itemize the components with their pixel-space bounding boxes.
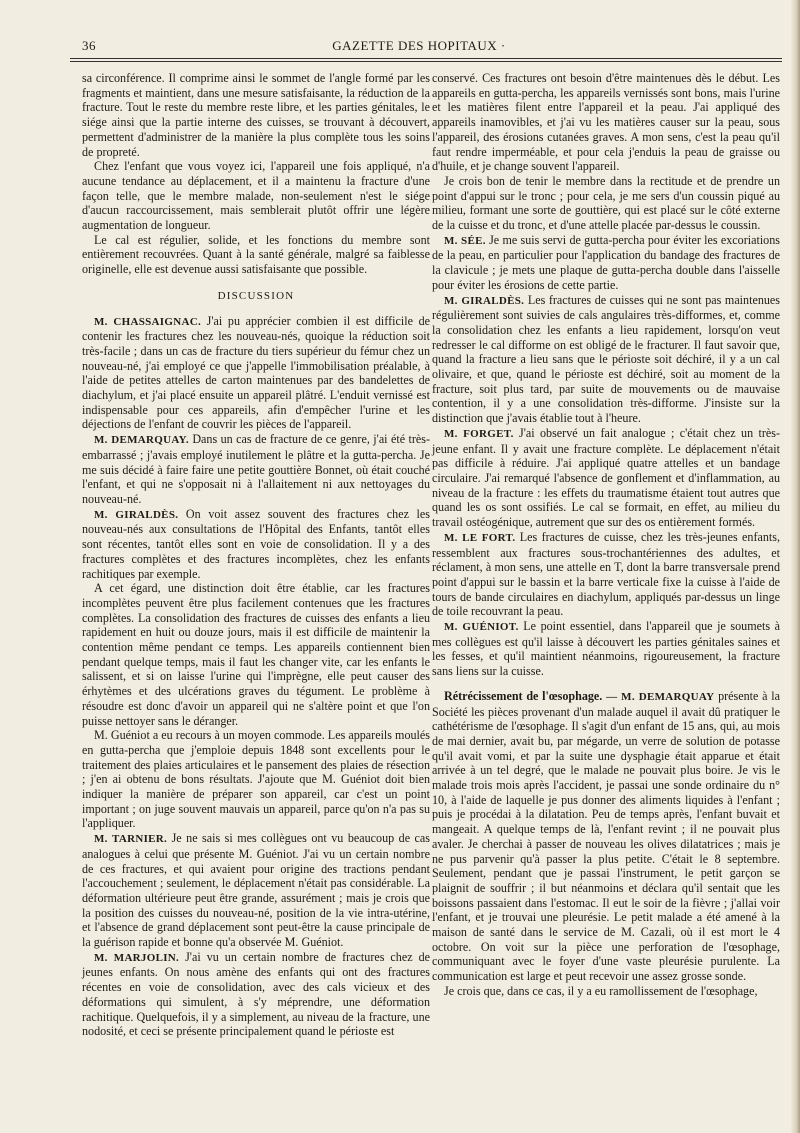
left-column	[82, 71, 430, 1039]
paragraph: Le cal est régulier, solide, et les fonctions du membre sont entièrement recouvrées. Quant à la santé générale, malgré sa faiblesse originelle, elle est devenue aussi satisfaisante que possible.	[82, 232, 430, 277]
speaker-paragraph	[432, 619, 780, 679]
speaker-paragraph	[432, 233, 780, 293]
paragraph: Je crois bon de tenir le membre dans la rectitude et de prendre un point d'appui sur le tronc ; pour cela, je me sers d'un coussin piqué au milieu, formant une sorte de gouttière, qui est placé sur le côté externe de la cuisse et du tronc, et d'une attelle placée par-dessus le coussin.	[432, 173, 780, 233]
speaker-paragraph	[82, 507, 430, 582]
paragraph-text: Je ne sais si mes collègues ont vu beaucoup de cas analogues à celui que présente M. Guéniot. J'ai vu un certain nombre de ces fractures, et qui avaient pour origine des tractions pendant l'accouchement ; seulement, le déplacement n'était pas considérable. La déformation ultérieure peut être grande, assurément ; mais je crois que la position des cuisses du nouveau-né, position de la vie intra-utérine, et l'absence de grand déplacement sont peut-être la cause principale de la guérison rapide et bonne qu'a observée M. Guéniot.	[82, 831, 430, 950]
header-rule-thin	[70, 61, 782, 62]
page-number: 36	[82, 38, 96, 53]
paragraph-text: J'ai pu apprécier combien il est difficile de contenir les fractures chez les nouveau-nés, quoique la réduction soit très-facile ; dans un cas de fracture du tiers supérieur du fémur chez un nouveau-né, j'ai employé ce que j'appelle l'immobilisation préalable, à l'aide de petites attelles de carton maintenues par des bandelettes de diachylum, et j'ai placé ensuite un appareil plâtré. L'enduit vernissé est indispensable pour ces appareils, afin d'empêcher l'urine et les déjections de l'enfant de couvrir les pièces de l'appareil.	[82, 313, 430, 432]
paragraph: Je crois que, dans ce cas, il y a eu ramollissement de l'œsophage,	[444, 983, 758, 998]
paragraph: M. Guéniot a eu recours à un moyen commode. Les appareils moulés en gutta-percha que j'emploie depuis 1848 sont excellents pour le traitement des plaies articulaires et le pansement des plaies de résection ; j'en ai obtenu de bons résultats. J'ajoute que M. Guéniot doit bien indiquer la manière de préparer son appareil, car c'est un point important ; on juge souvent mauvais un appareil, parce qu'on n'a pas su l'appliquer.	[82, 728, 430, 831]
right-column	[432, 71, 780, 999]
speaker-name: M. GUÉNIOT.	[444, 621, 519, 634]
journal-title: GAZETTE DES HOPITAUX ·	[332, 38, 506, 53]
runin-heading: Rétrécissement de l'œsophage.	[444, 688, 603, 703]
speaker-paragraph	[432, 530, 780, 619]
speaker-paragraph	[432, 293, 780, 426]
paragraph-text: présente à la Société les pièces provenant d'un malade auquel il avait dû pratiquer le cathétérisme de l'œsophage. Il s'agit d'un enfant de 15 ans, qui, au mois de mai dernier, avait bu, par mégarde, un verre de solution de potasse qu'il avait vomi, et par la suite une dysphagie était apparue et était arrivée à un tel degré, que le malade ne pouvait plus boire. Je vis le malade trois mois après l'accident, je passai une sonde ordinaire du n° 10, à l'aide de laquelle je pus donner des aliments liquides à l'enfant ; puis je procédai à la dilatation. Peu de temps après, l'enfant buvait et mangeait. A quelque temps de là, l'enfant revint ; il ne pouvait plus avaler. Je cherchai à passer de nouveau les olives dilatatrices ; mais je ne pus parvenir qu'à passer la plus petite. C'était le 8 septembre. Seulement, pendant que je passai l'instrument, le petit garçon se plaignit de souffrir ; il but néanmoins et déclara qu'il sentait que les boissons passaient dans l'estomac. Il eut le soir de la fièvre ; j'allai voir l'enfant, et je trouvai une pleurésie. Le petit malade a été amené à la maison de santé dans le service de M. Cazali, où il est mort le 4 octobre. On voit sur la pièce une perforation de l'œsophage, communiquant avec le foyer d'une vaste pleurésie purulente. La communication est large et peut recevoir une assez grosse sonde.	[432, 688, 780, 984]
speaker-name: M. LE FORT.	[444, 531, 516, 544]
section-runin-paragraph	[432, 689, 780, 984]
speaker-name: M. GIRALDÈS.	[444, 294, 525, 307]
paragraph-text: Les fractures de cuisse, chez les très-jeunes enfants, ressemblent aux fractures sous-trochantériennes des adultes, et réclament, à mon sens, une attelle en T, dont la barre transversale prend point d'appui sur le bassin et la barre verticale fixe la cuisse à l'aide de tours de bande circulaires en diachylum, appliqués par-dessus un linge de toile recouvrant la peau.	[432, 529, 780, 619]
speaker-paragraph	[82, 831, 430, 950]
speaker-name: M. TARNIER.	[94, 833, 168, 846]
speaker-name: M. GIRALDÈS.	[94, 508, 179, 521]
paragraph-text: J'ai vu un certain nombre de fractures chez de jeunes enfants. On nous amène des enfants qui ont des fractures récentes en voie de consolidation, avec des cals vicieux et des déformations qui simulent, à s'y méprendre, une déformation rachitique. Quelquefois, il y a simplement, au niveau de la fracture, une nodosité, et ceci se présente principalement quand le périoste est	[82, 949, 430, 1039]
speaker-name: M. SÉE.	[444, 234, 486, 247]
speaker-name: M. CHASSAIGNAC.	[94, 315, 202, 328]
paragraph: conservé. Ces fractures ont besoin d'être maintenues dès le début. Les appareils en gutta-percha, les appareils vernissés sont bons, mais l'urine et les matières filent entre l'appareil et la peau. J'ai appliqué des appareils inamovibles, et j'ai vu les matières causer sur la peau, sous l'appareil, des érosions cutanées graves. A mon sens, c'est la peau qu'il faut rendre imperméable, et pour cela j'enduis la peau de graisse ou d'huile, et je change souvent l'appareil.	[432, 71, 780, 174]
paragraph-text: Le point essentiel, dans l'appareil que je soumets à mes collègues est qu'il laisse à découvert les parties génitales saines et les fesses, et qu'il maintient néanmoins, rigoureusement, la fracture sans liens sur la cuisse.	[432, 619, 781, 679]
speaker-paragraph	[82, 432, 430, 507]
speaker-paragraph	[82, 314, 430, 433]
paragraph-text: J'ai observé un fait analogue ; c'était chez un très-jeune enfant. Il y avait une fracture complète. Le déplacement n'était pas difficile à réduire. J'ai appliqué quatre attelles et un bandage circulaire. J'ai remarqué l'absence de gonflement et d'inflammation, au niveau de la fracture : les effets du traumatisme étaient tout autres que quand les os sont ossifiés. Le cal se formait, en effet, au milieu du travail ostéogénique, autrement que sur des os entièrement formés.	[432, 425, 780, 530]
speaker-name: M. FORGET.	[444, 427, 514, 440]
paragraph: Chez l'enfant que vous voyez ici, l'appareil une fois appliqué, n'a aucune tendance au déplacement, et il a maintenu la fracture d'une façon telle, que le membre malade, non-seulement n'est le siége d'aucun raccourcissement, mais semblerait plutôt offrir une légère augmentation de longueur.	[82, 159, 430, 233]
paragraph-text: Je me suis servi de gutta-percha pour éviter les excoriations de la peau, en particulier pour l'application du bandage des fractures de la clavicule ; je mets une plaque de gutta-percha double dans l'aisselle pour éviter les érosions de cette partie.	[432, 232, 780, 292]
page-edge-shadow	[791, 0, 800, 1133]
paragraph: A cet égard, une distinction doit être établie, car les fractures incomplètes peuvent être plus facilement contenues que les fractures complètes. La consolidation des fractures de cuisses des enfants a lieu rapidement en huit ou douze jours, mais il est difficile de maintenir la contention même pendant ce temps. Les appareils contiennent bien pendant quelque temps, mais il faut les changer vite, car les enfants le salissent, et si on laisse l'urine qui l'imprègne, elle peut causer des érhytèmes et des ulcérations graves du tégument. Le problème à résoudre est donc d'avoir un appareil qui ne s'altère point et que l'on puisse nettoyer sans le déranger.	[82, 581, 430, 728]
paragraph: sa circonférence. Il comprime ainsi le sommet de l'angle formé par les fragments et maintient, dans une mesure satisfaisante, la réduction de la fracture. Tout le reste du membre reste libre, et les parties génitales, le siége ainsi que la partie interne des cuisses, se trouvant à découvert, permettent d'administrer de la manière la plus complète tous les soins de propreté.	[82, 71, 430, 159]
speaker-paragraph	[432, 426, 780, 530]
speaker-name: M. MARJOLIN.	[94, 951, 180, 964]
speaker-name: M. DEMARQUAY.	[94, 434, 189, 447]
paragraph-text: On voit assez souvent des fractures chez les nouveau-nés aux consultations de l'Hôpital des Enfants, tantôt elles sont récentes, tantôt elles sont en voie de consolidation. Il y a des fractures complètes et des fractures incomplètes, chez les enfants rachitiques par exemple.	[82, 506, 430, 581]
paragraph-text: Les fractures de cuisses qui ne sont pas maintenues régulièrement sont suivies de cals angulaires très-difformes, et, comme la consolidation chez les enfants a lieu rapidement, lorsqu'on veut redresser le cal difforme on est obligé de le fracturer. Il faut savoir que, quand la fracture a lieu sans que le périoste soit déchiré, il y a un cal olivaire, et que, quand le périoste est déchiré, soit au moment de la fracture, soit plus tard, par suite de mouvements ou de mauvaise contention, il y a une consolidation très-difforme. J'insiste sur la distinction que j'avais établie tout à l'heure.	[432, 292, 780, 426]
speaker-paragraph	[82, 950, 430, 1039]
header-rule-thick	[70, 58, 782, 59]
paragraph-text: Dans un cas de fracture de ce genre, j'ai été très-embarrassé ; j'avais employé inutilement le plâtre et la gutta-percha. Je me suis décidé à faire faire une petite gouttière Bonnet, où était couché l'enfant, et qui ne s'opposait ni à l'allaitement ni aux nettoyages du nouveau-né.	[82, 432, 431, 506]
running-header	[60, 38, 778, 60]
speaker-name: — M. DEMARQUAY	[606, 690, 715, 703]
section-heading: DISCUSSION	[217, 289, 295, 302]
